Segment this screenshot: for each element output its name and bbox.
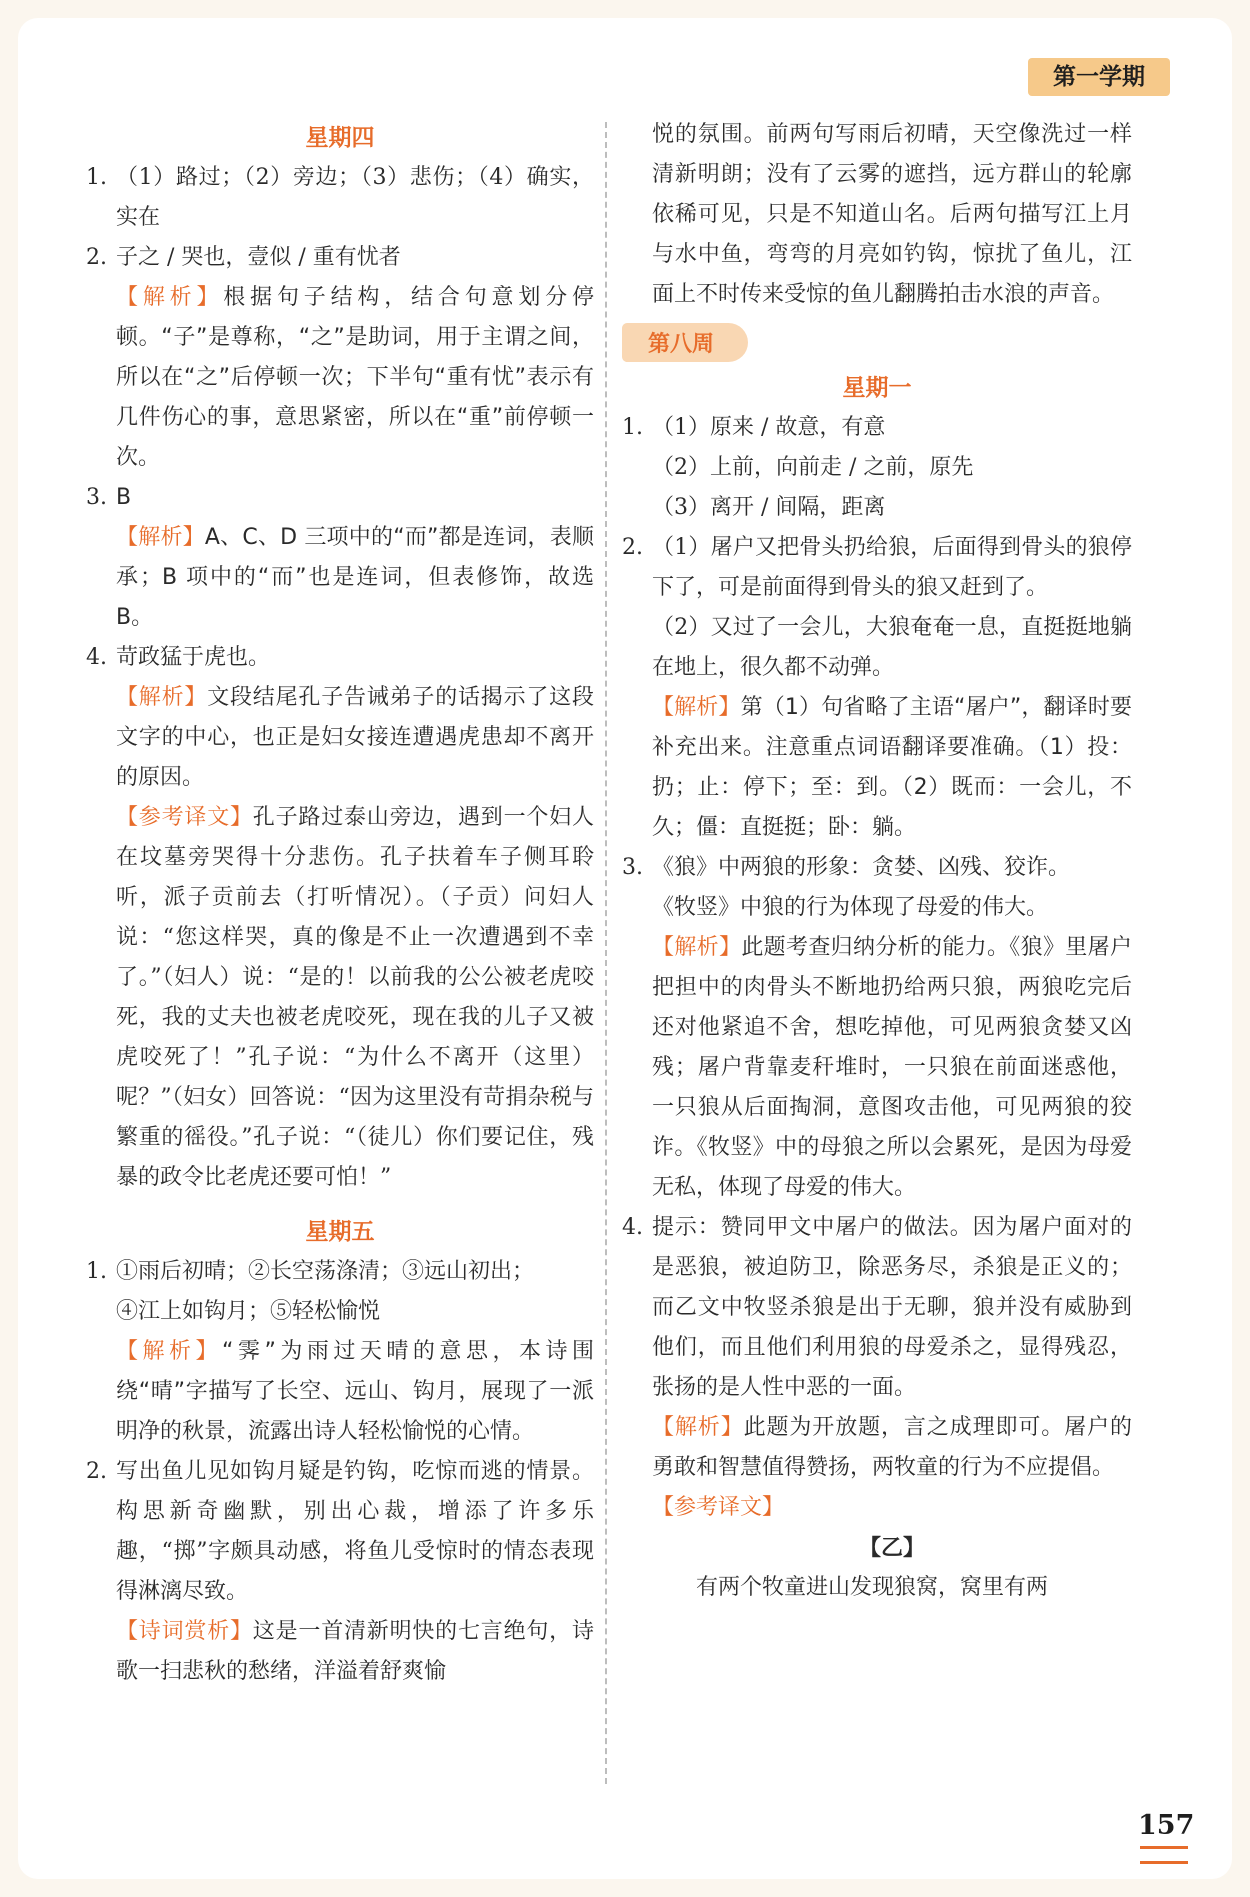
analysis-text: 第（1）句省略了主语“屠户”，翻译时要补充出来。注意重点词语翻译要准确。（1）投：扔；止：停下；至：到。（2）既而：一会儿，不久；僵：直挺挺；卧：躺。 — [652, 695, 1132, 840]
page-number: 157 — [1138, 1810, 1195, 1841]
item-number: 4. — [622, 1215, 643, 1240]
answer-item — [86, 158, 594, 238]
answer-text: 《牧竖》中狼的行为体现了母爱的伟大。 — [652, 895, 1049, 920]
column-divider — [605, 122, 607, 1784]
translation-tag: 【参考译文】 — [652, 1495, 785, 1520]
appreciation-tag: 【诗词赏析】 — [116, 1619, 253, 1644]
item-number: 4. — [86, 645, 107, 670]
answer-text: （2）又过了一会儿，大狼奄奄一息，直挺挺地躺在地上，很久都不动弹。 — [652, 615, 1132, 680]
item-number: 1. — [86, 1259, 107, 1284]
translation-text: 有两个牧童进山发现狼窝，窝里有两 — [696, 1575, 1049, 1600]
answer-item — [622, 848, 1132, 1208]
analysis-tag: 【解析】 — [116, 525, 205, 550]
analysis-text: 此题考查归纳分析的能力。《狼》里屠户把担中的肉骨头不断地扔给两只狼，两狼吃完后还对他紧追不舍，想吃掉他，可见两狼贪婪又凶残；屠户背靠麦秆堆时，一只狼在前面迷惑他，一只狼从后面掏洞，意图攻击他，可见两狼的狡诈。《牧竖》中的母狼之所以会累死，是因为母爱无私，体现了母爱的伟大。 — [652, 935, 1132, 1200]
right-column — [622, 115, 1132, 1608]
answer-text: （1）原来 / 故意，有意 — [652, 415, 886, 440]
term-badge: 第一学期 — [1028, 58, 1170, 96]
answer-item — [86, 478, 594, 638]
answer-text: （1）路过；（2）旁边；（3）悲伤；（4）确实，实在 — [116, 165, 594, 230]
analysis-text: 此题为开放题，言之成理即可。屠户的勇敢和智慧值得赞扬，两牧童的行为不应提倡。 — [652, 1415, 1132, 1480]
continuation-text: 悦的氛围。前两句写雨后初晴，天空像洗过一样清新明朗；没有了云雾的遮挡，远方群山的轮廓依稀可见，只是不知道山名。后两句描写江上月与水中鱼，弯弯的月亮如钓钩，惊扰了鱼儿，江面上不时传来受惊的鱼儿翻腾拍击水浪的声音。 — [652, 122, 1132, 307]
analysis-text: 文段结尾孔子告诫弟子的话揭示了这段文字的中心，也正是妇女接连遭遇虎患却不离开的原因。 — [116, 685, 594, 790]
item-number: 1. — [622, 415, 643, 440]
item-number: 1. — [86, 165, 107, 190]
translation-text: 孔子路过泰山旁边，遇到一个妇人在坟墓旁哭得十分悲伤。孔子扶着车子侧耳聆听，派子贡前去（打听情况）。（子贡）问妇人说：“您这样哭，真的像是不止一次遭遇到不幸了。”（妇人）说：“是的！以前我的公公被老虎咬死，我的丈夫也被老虎咬死，现在我的儿子又被虎咬死了！”孔子说：“为什么不离开（这里）呢？”（妇女）回答说：“因为这里没有苛捐杂税与繁重的徭役。”孔子说：“（徒儿）你们要记住，残暴的政令比老虎还要可怕！” — [116, 805, 594, 1190]
answer-text: （1）屠户又把骨头扔给狼，后面得到骨头的狼停下了，可是前面得到骨头的狼又赶到了。 — [652, 535, 1132, 600]
answer-item — [86, 1452, 594, 1692]
analysis-text: 根据句子结构，结合句意划分停顿。“子”是尊称，“之”是助词，用于主谓之间，所以在“之”后停顿一次；下半句“重有忧”表示有几件伤心的事，意思紧密，所以在“重”前停顿一次。 — [116, 285, 594, 470]
day-heading-thursday: 星期四 — [305, 125, 375, 151]
answer-text: 提示：赞同甲文中屠户的做法。因为屠户面对的是恶狼，被迫防卫，除恶务尽，杀狼是正义的；而乙文中牧竖杀狼是出于无聊，狼并没有威胁到他们，而且他们利用狼的母爱杀之，显得残忍，张扬的是人性中恶的一面。 — [652, 1215, 1132, 1400]
answer-text: （3）离开 / 间隔，距离 — [652, 495, 886, 520]
analysis-tag: 【解析】 — [116, 685, 208, 710]
page-number-ornament — [1140, 1846, 1188, 1864]
day-heading-friday: 星期五 — [305, 1219, 375, 1245]
answer-item — [622, 528, 1132, 848]
appreciation-text: 这是一首清新明快的七言绝句，诗歌一扫悲秋的愁绪，洋溢着舒爽愉 — [116, 1619, 594, 1684]
answer-item — [622, 408, 1132, 528]
section-title: 【乙】 — [858, 1535, 925, 1561]
translation-tag: 【参考译文】 — [116, 805, 253, 830]
answer-item — [622, 1208, 1132, 1608]
analysis-text: A、C、D 三项中的“而”都是连词，表顺承；B 项中的“而”也是连词，但表修饰，故选 B。 — [116, 525, 594, 630]
answer-text: 《狼》中两狼的形象：贪婪、凶残、狡诈。 — [652, 855, 1071, 880]
item-number: 3. — [86, 485, 107, 510]
analysis-tag: 【解析】 — [652, 935, 742, 960]
analysis-tag: 【解析】 — [116, 1339, 223, 1364]
answer-item — [86, 238, 594, 478]
analysis-tag: 【解析】 — [652, 1415, 744, 1440]
item-number: 2. — [86, 245, 107, 270]
answer-text: ①雨后初晴；②长空荡涤清；③远山初出； — [116, 1259, 535, 1284]
left-column — [86, 118, 594, 1692]
day-heading-monday: 星期一 — [842, 375, 912, 401]
item-number: 3. — [622, 855, 643, 880]
answer-text: 子之 / 哭也，壹似 / 重有忧者 — [116, 245, 401, 270]
answer-text: 写出鱼儿见如钩月疑是钓钩，吃惊而逃的情景。构思新奇幽默，别出心裁，增添了许多乐趣，“掷”字颇具动感，将鱼儿受惊时的情态表现得淋漓尽致。 — [116, 1459, 594, 1604]
answer-text: B — [116, 485, 132, 510]
analysis-tag: 【解析】 — [116, 285, 224, 310]
answer-text: 苛政猛于虎也。 — [116, 645, 271, 670]
item-number: 2. — [622, 535, 643, 560]
answer-text: （2）上前，向前走 / 之前，原先 — [652, 455, 974, 480]
analysis-tag: 【解析】 — [652, 695, 741, 720]
week-tag: 第八周 — [622, 323, 748, 362]
answer-text: ④江上如钩月；⑤轻松愉悦 — [116, 1299, 381, 1324]
analysis-text: “霁”为雨过天晴的意思，本诗围绕“晴”字描写了长空、远山、钩月，展现了一派明净的秋景，流露出诗人轻松愉悦的心情。 — [116, 1339, 594, 1444]
answer-item — [86, 1252, 594, 1452]
answer-item — [86, 638, 594, 1198]
item-number: 2. — [86, 1459, 107, 1484]
